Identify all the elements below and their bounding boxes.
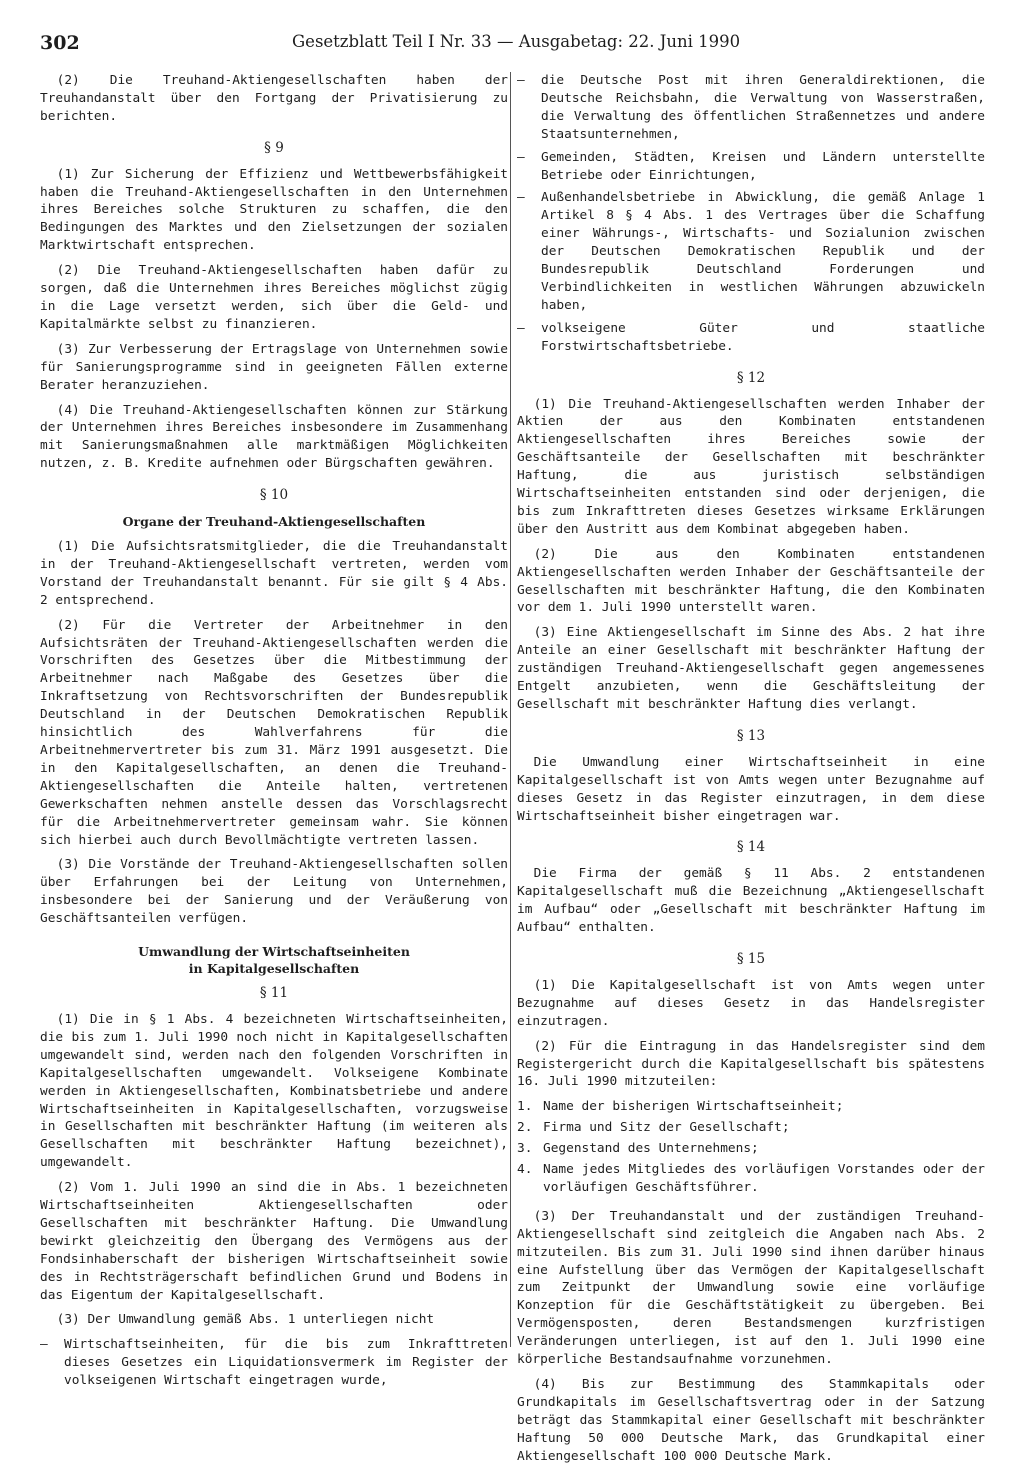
list-item: [40, 1336, 508, 1390]
paragraph: (1) Die Treuhand-Aktiengesellschaften werden Inhaber der Aktien der aus den Kombinaten entstandenen Aktiengesellschaften ihres Bereiches sowie der Geschäftsanteile der Gesellschaften mit beschränkter Haftung, die aus juristisch selbständigen Wirtschaftseinheiten entstanden sind oder derjenigen, die bis zum Inkrafttreten dieses Gesetzes wirksame Erklärungen über den Austritt aus dem Kombinat abgegeben haben.: [517, 396, 985, 537]
list-item-text: Außenhandelsbetriebe in Abwicklung, die gemäß Anlage 1 Artikel 8 § 4 Abs. 1 des Vertrages über die Schaffung einer Währungs-, Wirtschafts- und Sozialunion zwischen der Deutschen Demokratischen Republik und der Bundesrepublik Deutschland Forderungen und Verbindlichkeiten in westlichen Währungen abzuwickeln haben,: [541, 190, 985, 313]
paragraph: (2) Für die Vertreter der Arbeitnehmer in den Aufsichtsräten der Treuhand-Aktiengesellschaften werden die Vorschriften des Gesetzes über die Mitbestimmung der Arbeitnehmer nach Maßgabe des Gesetzes über die Inkraftsetzung von Rechtsvorschriften der Bundesrepublik Deutschland in der Deutschen Demokratischen Republik hinsichtlich des Wahlverfahrens für die Arbeitnehmervertreter bis zum 31. März 1991 ausgesetzt. Die in den Kapitalgesellschaften, an denen die Treuhand-Aktiengesellschaften die Anteile halten, vertretenen Gewerkschaften nehmen anstelle dessen das Vorschlagsrecht für die Arbeitnehmervertreter gemeinsam wahr. Sie können sich hierbei auch durch Bevollmächtigte vertreten lassen.: [40, 617, 508, 848]
paragraph: (3) Eine Aktiengesellschaft im Sinne des Abs. 2 hat ihre Anteile an einer Gesellschaft mit beschränkter Haftung der zuständigen Treuhand-Aktiengesellschaft gegen angemessenes Entgelt anzubieten, wenn die Geschäftsleitung der Gesellschaft mit beschränkter Haftung dies verlangt.: [517, 625, 985, 712]
part-heading-line-1: Umwandlung der Wirtschaftseinheiten: [138, 944, 410, 960]
paragraph: (3) Der Umwandlung gemäß Abs. 1 unterliegen nicht: [56, 1312, 435, 1328]
page-header: [40, 32, 741, 60]
list-item: [517, 72, 985, 144]
paragraph: (4) Bis zur Bestimmung des Stammkapitals oder Grundkapitals im Gesellschaftsvertrag oder in der Satzung beträgt das Stammkapital einer Gesellschaft mit beschränkter Haftung 50 000 Deutsche Mark, das Grundkapital einer Aktiengesellschaft 100 000 Deutsche Mark.: [517, 1377, 985, 1464]
list-item-text: volkseigene Güter und staatliche Forstwirtschaftsbetriebe.: [541, 320, 985, 354]
list-item-text: Gemeinden, Städten, Kreisen und Ländern unterstellte Betriebe oder Einrichtungen,: [541, 149, 985, 183]
list-item: [517, 320, 985, 356]
paragraph: (1) Zur Sicherung der Effizienz und Wettbewerbsfähigkeit haben die Treuhand-Aktiengesellschaften in den Unternehmen ihres Bereiches solche Strukturen zu schaffen, die den Bedingungen des Marktes und den Zielsetzungen der sozialen Marktwirtschaft entsprechen.: [40, 166, 508, 254]
list-item: [517, 1140, 985, 1158]
paragraph: (2) Die Treuhand-Aktiengesellschaften haben dafür zu sorgen, daß die Unternehmen ihres Bereiches möglichst zügig in die Lage versetzt werden, sich über die Geld- und Kapitalmärkte selbst zu finanzieren.: [40, 263, 508, 332]
section-heading-9: § 9: [264, 139, 284, 156]
list-item: [517, 149, 985, 185]
list-number: 1.: [517, 1099, 533, 1115]
list-number: 3.: [517, 1141, 533, 1157]
paragraph: (1) Die Kapitalgesellschaft ist von Amts wegen unter Bezugnahme auf dieses Gesetz in das Handelsregister einzutragen.: [517, 977, 985, 1029]
list-item-text: Firma und Sitz der Gesellschaft;: [543, 1120, 790, 1136]
list-item: [517, 1161, 985, 1197]
right-column: [517, 72, 985, 1473]
part-heading-line-2: in Kapitalgesellschaften: [188, 961, 360, 977]
dash-mark: –: [517, 149, 525, 165]
list-number: 2.: [517, 1120, 533, 1136]
paragraph: (1) Die in § 1 Abs. 4 bezeichneten Wirtschaftseinheiten, die bis zum 1. Juli 1990 noch nicht in Kapitalgesellschaften umgewandelt sind, werden nach den folgenden Vorschriften in Kapitalgesellschaften umgewandelt. Volkseigene Kombinate werden in Aktiengesellschaften, Kombinatsbetriebe und andere Wirtschaftseinheiten in Kapitalgesellschaften, vorzugsweise in Gesellschaften mit beschränkter Haftung (im weiteren als Gesellschaften mit beschränkter Haftung bezeichnet), umgewandelt.: [40, 1011, 508, 1171]
list-item: [517, 1098, 985, 1116]
list-item-text: Gegenstand des Unternehmens;: [543, 1141, 759, 1157]
section-title-10: Organe der Treuhand-Aktiengesellschaften: [122, 514, 426, 530]
dash-mark: –: [517, 320, 525, 336]
list-item-text: die Deutsche Post mit ihren Generaldirektionen, die Deutsche Reichsbahn, die Verwaltung von Wasserstraßen, die Verwaltung des öffentlichen Straßennetzes und andere Staatsunternehmen,: [541, 73, 985, 142]
paragraph: (3) Zur Verbesserung der Ertragslage von Unternehmen sowie für Sanierungsprogramme sind in geeigneten Fällen externe Berater heranzuziehen.: [40, 341, 508, 393]
page-number: 302: [40, 32, 80, 54]
list-item-text: Name der bisherigen Wirtschaftseinheit;: [543, 1099, 844, 1115]
dash-mark: –: [517, 73, 525, 88]
paragraph: (2) Die Treuhand-Aktiengesellschaften haben der Treuhandanstalt über den Fortgang der Privatisierung zu berichten.: [40, 73, 508, 124]
list-number: 4.: [517, 1162, 533, 1178]
section-heading-14: § 14: [736, 839, 766, 856]
paragraph: (2) Für die Eintragung in das Handelsregister sind dem Registergericht durch die Kapitalgesellschaft bis spätestens 16. Juli 1990 mitzuteilen:: [517, 1038, 985, 1090]
list-item: [517, 189, 985, 314]
list-item-text: Name jedes Mitgliedes des vorläufigen Vorstandes oder der vorläufigen Geschäftsführer.: [543, 1162, 985, 1195]
section-heading-12: § 12: [736, 369, 766, 386]
paragraph: (3) Die Vorstände der Treuhand-Aktiengesellschaften sollen über Erfahrungen bei der Leitung von Unternehmen, insbesondere bei der Sanierung und der Veräußerung von Geschäftsanteilen verfügen.: [40, 857, 508, 927]
section-heading-15: § 15: [736, 950, 766, 967]
left-column: [40, 72, 508, 1395]
paragraph: Die Umwandlung einer Wirtschaftseinheit in eine Kapitalgesellschaft ist von Amts wegen unter Bezugnahme auf dieses Gesetz in das Register einzutragen, in dem diese Wirtschaftseinheit bisher eingetragen war.: [517, 754, 985, 824]
paragraph: (4) Die Treuhand-Aktiengesellschaften können zur Stärkung der Unternehmen ihres Bereiches insbesondere im Zusammenhang mit Sanierungsmaßnahmen alle marktmäßigen Möglichkeiten nutzen, z. B. Kredite aufnehmen oder Bürgschaften gewähren.: [40, 402, 508, 472]
section-heading-10: § 10: [259, 487, 289, 504]
paragraph: (1) Die Aufsichtsratsmitglieder, die die Treuhandanstalt in der Treuhand-Aktiengesellschaft vertreten, werden vom Vorstand der Treuhandanstalt benannt. Für sie gilt § 4 Abs. 2 entsprechend.: [40, 539, 508, 608]
list-item-text: Wirtschaftseinheiten, für die bis zum Inkrafttreten dieses Gesetzes ein Liquidationsvermerk im Register der volkseigenen Wirtschaft eingetragen wurde,: [64, 1337, 508, 1389]
paragraph: (2) Die aus den Kombinaten entstandenen Aktiengesellschaften werden Inhaber der Geschäftsanteile der Gesellschaften mit beschränkter Haftung, die den Kombinaten vor dem 1. Juli 1990 unterstellt waren.: [517, 546, 985, 616]
paragraph: (3) Der Treuhandanstalt und der zuständigen Treuhand-Aktiengesellschaft sind zeitgleich die Angaben nach Abs. 2 mitzuteilen. Bis zum 31. Juli 1990 sind ihnen darüber hinaus eine Aufstellung über das Vermögen der Kapitalgesellschaft zum Zeitpunkt der Umwandlung sowie eine vorläufige Konzeption für die Geschäftstätigkeit zu übergeben. Bei Vermögensposten, deren Bestandsmengen kurzfristigen Veränderungen unterliegen, ist auf den 1. Juli 1990 eine körperliche Bestandsaufnahme vorzunehmen.: [517, 1208, 985, 1368]
list-item: [517, 1119, 985, 1137]
dash-mark: –: [40, 1337, 48, 1353]
column-divider: [510, 72, 511, 1347]
section-heading-13: § 13: [736, 727, 766, 744]
section-heading-11: § 11: [259, 985, 289, 1002]
dash-mark: –: [517, 190, 525, 206]
paragraph: (2) Vom 1. Juli 1990 an sind die in Abs. 1 bezeichneten Wirtschaftseinheiten Aktiengesellschaften oder Gesellschaften mit beschränkter Haftung. Die Umwandlung bewirkt gleichzeitig den Übergang des Vermögens aus der Fondsinhaberschaft der bisherigen Wirtschaftseinheit sowie des in Rechtsträgerschaft befindlichen Grund und Bodens in das Eigentum der Kapitalgesellschaft.: [40, 1180, 508, 1303]
paragraph: Die Firma der gemäß § 11 Abs. 2 entstandenen Kapitalgesellschaft muß die Bezeichnung „Aktiengesellschaft im Aufbau“ oder „Gesellschaft mit beschränkter Haftung im Aufbau“ enthalten.: [517, 866, 985, 936]
running-title: Gesetzblatt Teil I Nr. 33 — Ausgabetag: 22. Juni 1990: [292, 32, 741, 51]
